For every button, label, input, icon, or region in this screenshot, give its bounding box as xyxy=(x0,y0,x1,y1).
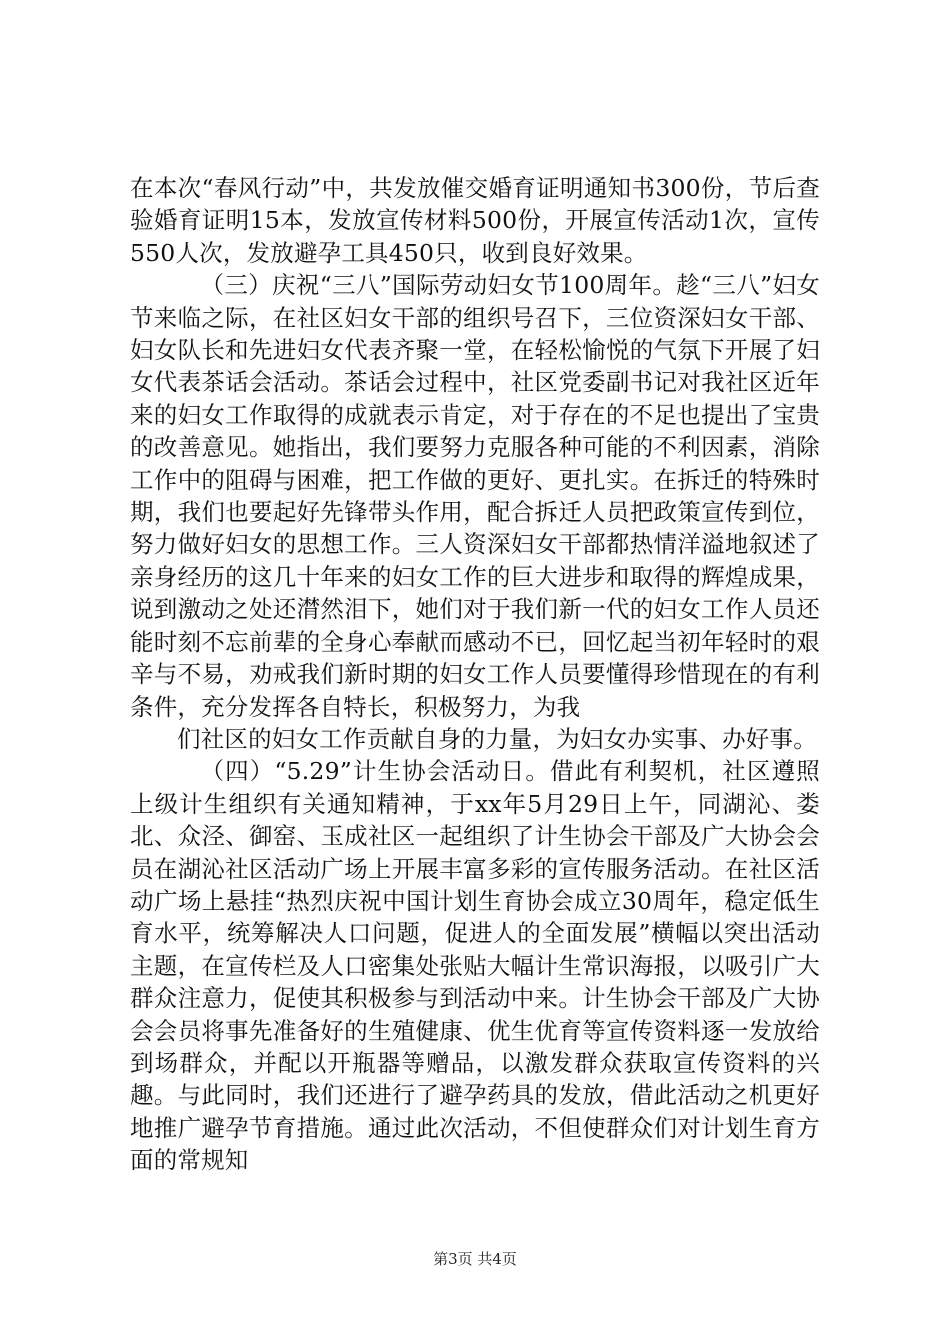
paragraph-womens-day: （三）庆祝“三八”国际劳动妇女节100周年。趁“三八”妇女节来临之际，在社区妇女干部的组织号召下，三位资深妇女干部、妇女队长和先进妇女代表齐聚一堂，在轻松愉悦的气氛下开展了妇女代表茶话会活动。茶话会过程中，社区党委副书记对我社区近年来的妇女工作取得的成就表示肯定，对于存在的不足也提出了宝贵的改善意见。她指出，我们要努力克服各种可能的不利因素，消除工作中的阻碍与困难，把工作做的更好、更扎实。在拆迁的特殊时期，我们也要起好先锋带头作用，配合拆迁人员把政策宣传到位，努力做好妇女的思想工作。三人资深妇女干部都热情洋溢地叙述了亲身经历的这几十年来的妇女工作的巨大进步和取得的辉煌成果，说到激动之处还潸然泪下，她们对于我们新一代的妇女工作人员还能时刻不忘前辈的全身心奉献而感动不已，回忆起当初年轻时的艰辛与不易，劝戒我们新时期的妇女工作人员要懂得珍惜现在的有利条件，充分发挥各自特长，积极努力，为我 xyxy=(130,271,820,721)
paragraph-spring-action: 在本次“春风行动”中，共发放催交婚育证明通知书300份，节后查验婚育证明15本，发放宣传材料500份，开展宣传活动1次，宣传550人次，发放避孕工具450只，收到良好效果。 xyxy=(130,174,820,267)
paragraph-family-planning-day: （四）“5.29”计生协会活动日。借此有利契机，社区遵照上级计生组织有关通知精神，于xx年5月29日上午，同湖沁、娄北、众泾、御窑、玉成社区一起组织了计生协会干部及广大协会会员在湖沁社区活动广场上开展丰富多彩的宣传服务活动。在社区活动广场上悬挂“热烈庆祝中国计划生育协会成立30周年，稳定低生育水平，统筹解决人口问题，促进人的全面发展”横幅以突出活动主题，在宣传栏及人口密集处张贴大幅计生常识海报，以吸引广大群众注意力，促使其积极参与到活动中来。计生协会干部及广大协会会员将事先准备好的生殖健康、优生优育等宣传资料逐一发放给到场群众，并配以开瓶器等赠品，以激发群众获取宣传资料的兴趣。与此同时，我们还进行了避孕药具的发放，借此活动之机更好地推广避孕节育措施。通过此次活动，不但使群众们对计划生育方面的常规知 xyxy=(130,757,820,1175)
document-body xyxy=(130,172,820,1177)
page-footer: 第3页 共4页 xyxy=(433,1250,517,1268)
paragraph-womens-day-continued: 们社区的妇女工作贡献自身的力量，为妇女办实事、办好事。 xyxy=(177,724,817,753)
